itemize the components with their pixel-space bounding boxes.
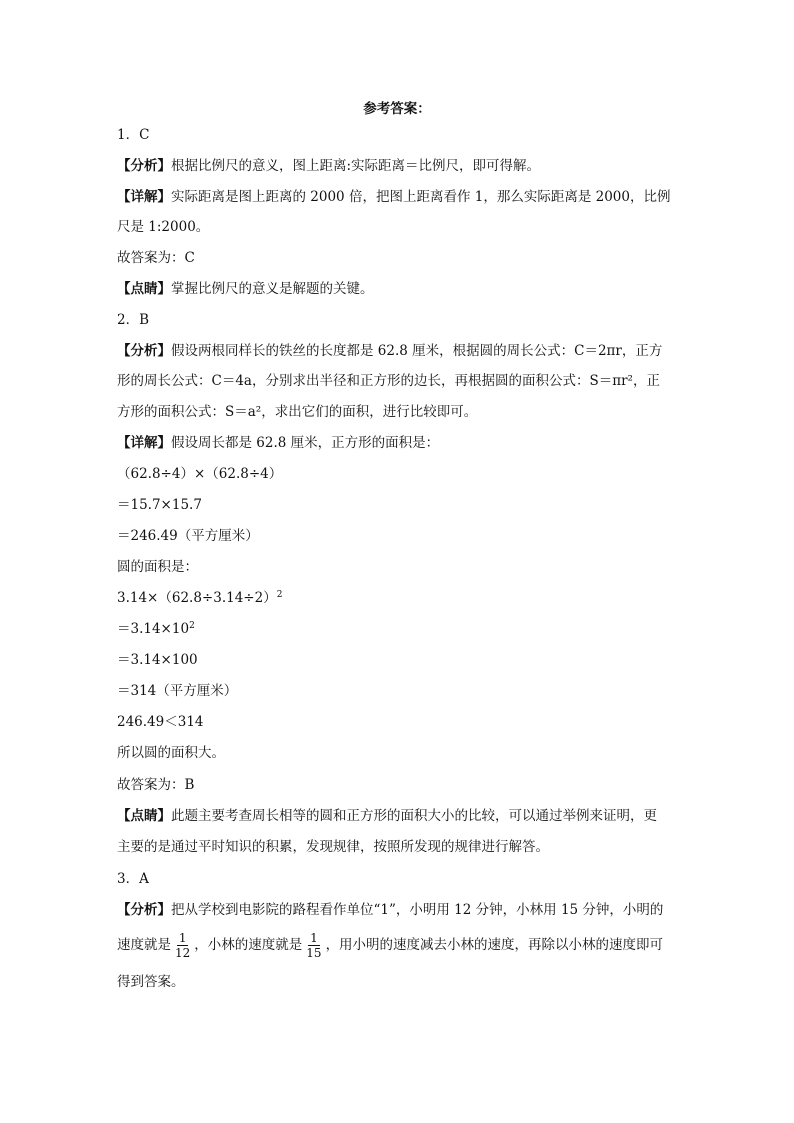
q2-circle-intro: 圆的面积是： (117, 559, 198, 575)
fraction-one-twelfth (173, 931, 192, 960)
q3-text-b: ，小林的速度就是 (194, 937, 303, 953)
q2-analysis-line2: 形的周长公式：C＝4a，分别求出半径和正方形的边长，再根据圆的面积公式：S＝πr²，正 (117, 373, 660, 389)
q2-comment-tag: 【点睛】 (117, 808, 171, 824)
q2-analysis-line1 (117, 341, 662, 361)
fraction-one-fifteenth (304, 931, 323, 960)
page-title: 参考答案： (363, 101, 431, 117)
q1-answer: 故答案为：C (117, 250, 195, 266)
q2-number: 2．B (117, 312, 150, 328)
q2-analysis-text1: 假设两根同样长的铁丝的长度都是 62.8 厘米，根据圆的周长公式：C＝2πr，正方 (171, 343, 663, 359)
q2-circle-step1-base: 3.14×（62.8÷3.14÷2） (117, 590, 277, 606)
fraction-numerator: 1 (310, 931, 318, 945)
q3-analysis-tag: 【分析】 (117, 902, 171, 918)
q2-circle-step1 (117, 588, 282, 608)
q1-comment-tag: 【点睛】 (117, 281, 171, 297)
q2-circle-step2 (117, 619, 195, 639)
q3-analysis-line3: 得到答案。 (117, 974, 185, 990)
fraction-denominator: 12 (175, 946, 191, 960)
q1-analysis-tag: 【分析】 (117, 158, 171, 174)
q3-text-c: ，用小明的速度减去小林的速度，再除以小林的速度即可 (325, 937, 664, 953)
q2-answer: 故答案为：B (117, 777, 195, 793)
q2-circle-step3: ＝3.14×100 (117, 652, 198, 668)
q3-analysis-line1 (117, 900, 663, 920)
q1-comment-text: 掌握比例尺的意义是解题的关键。 (171, 281, 374, 297)
q2-circle-step4: ＝314（平方厘米） (117, 683, 238, 699)
q1-detail-line2: 尺是 1:2000。 (117, 219, 210, 235)
q2-compare: 246.49＜314 (117, 714, 204, 730)
q2-analysis-tag: 【分析】 (117, 343, 171, 359)
q3-number: 3．A (117, 871, 149, 887)
q1-comment (117, 279, 374, 299)
q3-analysis-line2 (117, 929, 663, 961)
q2-analysis-line3: 方形的面积公式：S＝a²，求出它们的面积，进行比较即可。 (117, 404, 478, 420)
q2-square-step3: ＝246.49（平方厘米） (117, 528, 259, 544)
q2-circle-step2-base: ＝3.14×10 (117, 621, 190, 637)
q2-circle-step1-exponent: 2 (276, 590, 283, 600)
fraction-denominator: 15 (306, 946, 322, 960)
q2-comment-line1 (117, 806, 657, 826)
q2-square-step1: （62.8÷4）×（62.8÷4） (117, 466, 283, 482)
q1-detail-text1: 实际距离是图上距离的 2000 倍，把图上距离看作 1，那么实际距离是 2000，比例 (171, 189, 671, 205)
q1-analysis (117, 156, 540, 176)
q2-detail-tag: 【详解】 (117, 435, 171, 451)
q2-conclusion: 所以圆的面积大。 (117, 745, 225, 761)
q2-comment-text1: 此题主要考查周长相等的圆和正方形的面积大小的比较，可以通过举例来证明，更 (171, 808, 657, 824)
q3-analysis-text1: 把从学校到电影院的路程看作单位“1”，小明用 12 分钟，小林用 15 分钟，小明的 (171, 902, 664, 918)
fraction-numerator: 1 (178, 931, 187, 945)
q2-detail-intro-text: 假设周长都是 62.8 厘米，正方形的面积是： (171, 435, 440, 451)
q2-detail-intro (117, 433, 439, 453)
q1-detail-tag: 【详解】 (117, 189, 171, 205)
q1-analysis-text: 根据比例尺的意义，图上距离:实际距离＝比例尺，即可得解。 (171, 158, 541, 174)
q1-detail-line1 (117, 187, 670, 207)
q1-number: 1．C (117, 127, 150, 143)
q2-circle-step2-exponent: 2 (189, 621, 195, 631)
q3-text-a: 速度就是 (117, 937, 171, 953)
q2-square-step2: ＝15.7×15.7 (117, 497, 202, 513)
q2-comment-line2: 主要的是通过平时知识的积累，发现规律，按照所发现的规律进行解答。 (117, 839, 549, 855)
